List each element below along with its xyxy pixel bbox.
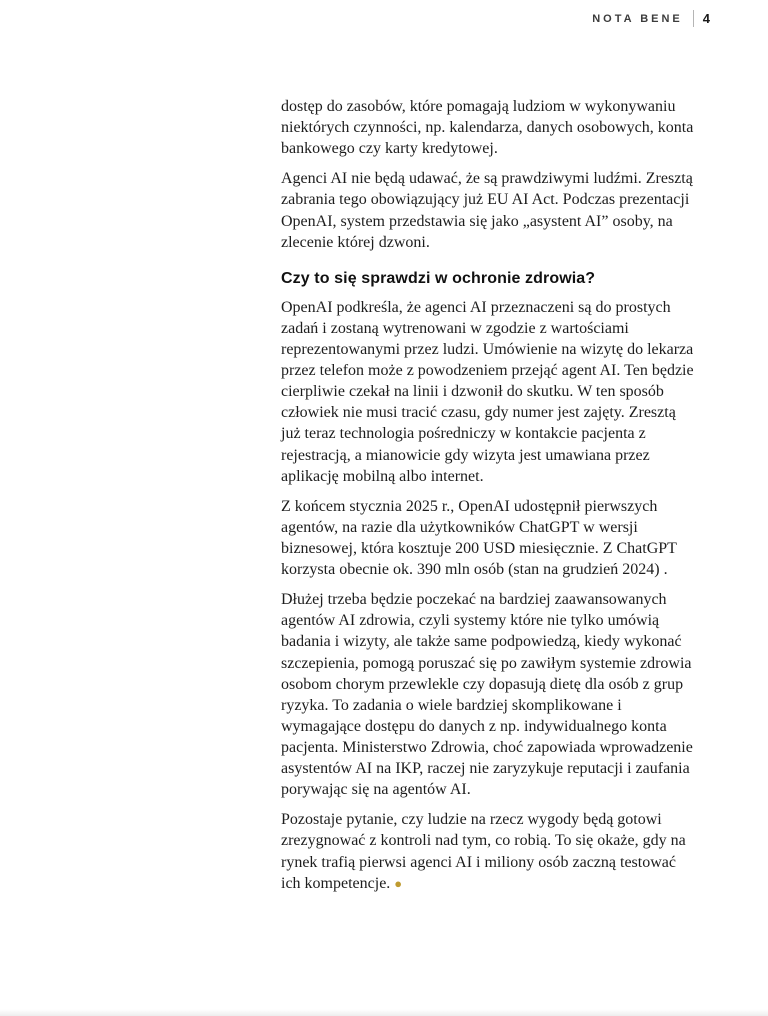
paragraph: OpenAI podkreśla, że agenci AI przeznaczeni są do prostych zadań i zostaną wytrenowani w zgodzie z wartościami reprezentowanymi przez ludzi. Umówienie na wizytę do lekarza przez telefon może z powodzeniem przejąć agent AI. Ten będzie cierpliwie czekał na linii i dzwonił do skutku. W ten sposób człowiek nie musi tracić czasu, gdy numer jest zajęty. Zresztą już teraz technologia pośredniczy w kontakcie pacjenta z rejestracją, a mianowicie gdy wizyta jest umawiana przez aplikację mobilną albo internet. — [281, 298, 694, 485]
header-divider — [693, 10, 694, 27]
paragraph-final — [281, 809, 697, 893]
section-heading: Czy to się sprawdzi w ochronie zdrowia? — [281, 269, 596, 287]
article-column — [281, 96, 697, 903]
page-number: 4 — [702, 11, 710, 26]
paragraph: Z końcem stycznia 2025 r., OpenAI udostępnił pierwszych agentów, na razie dla użytkowników ChatGPT w wersji biznesowej, która kosztuje 200 USD miesięcznie. Z ChatGPT korzysta obecnie ok. 390 mln osób (stan na grudzień 2024) . — [281, 497, 677, 579]
page-header — [592, 10, 710, 27]
section-label: NOTA BENE — [592, 12, 683, 25]
paragraph: Agenci AI nie będą udawać, że są prawdziwymi ludźmi. Zresztą zabrania tego obowiązujący już EU AI Act. Podczas prezentacji OpenAI, system przedstawia się jako „asystent AI” osoby, na zlecenie której dzwoni. — [281, 170, 693, 251]
end-of-article-marker: ● — [394, 875, 403, 891]
paragraph-text: Pozostaje pytanie, czy ludzie na rzecz wygody będą gotowi zrezygnować z kontroli nad tym, co robią. To się okaże, gdy na rynek trafią pierwsi agenci AI i miliony osób zaczną testować ich kompetencje. — [281, 811, 686, 892]
paragraph: Dłużej trzeba będzie poczekać na bardziej zaawansowanych agentów AI zdrowia, czyli systemy które nie tylko umówią badania i wizyty, ale także same podpowiedzą, kiedy wykonać szczepienia, pomogą poruszać się po zawiłym systemie zdrowia osobom chorym przewlekle czy dopasują dietę dla osób z grup ryzyka. To zadania o wiele bardziej skomplikowane i wymagające dostępu do danych z np. indywidualnego konta pacjenta. Ministerstwo Zdrowia, choć zapowiada wprowadzenie asystentów AI na IKP, raczej nie zaryzykuje reputacji i zaufania porywając się na agentów AI. — [281, 591, 693, 799]
paragraph-continuation: dostęp do zasobów, które pomagają ludziom w wykonywaniu niektórych czynności, np. kalendarza, danych osobowych, konta bankowego czy karty kredytowej. — [281, 98, 694, 158]
